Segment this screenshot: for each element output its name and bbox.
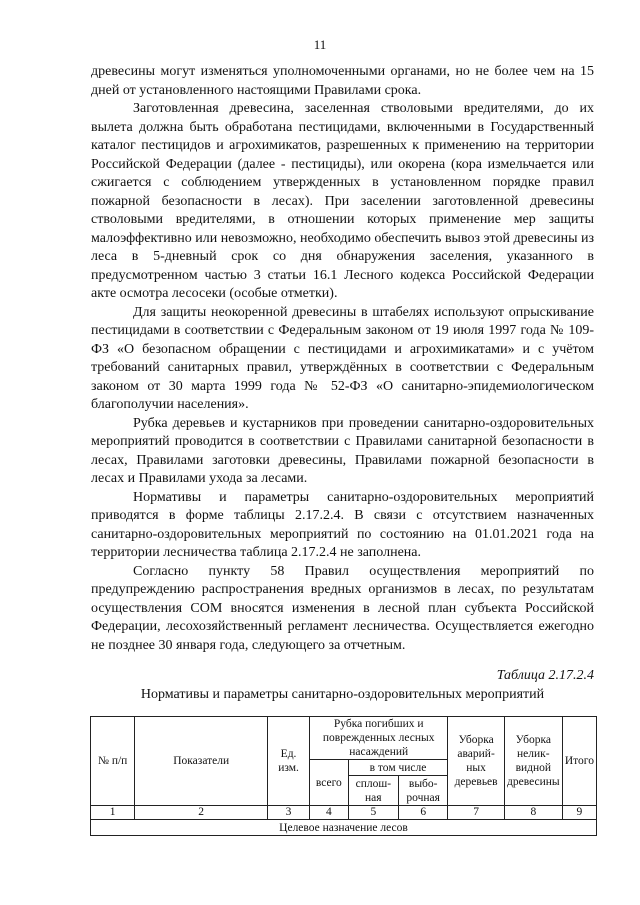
header-unit: Ед. изм.: [268, 717, 310, 806]
col-number: 5: [348, 806, 398, 820]
col-number: 2: [135, 806, 268, 820]
header-clear-cut: сплош-ная: [348, 776, 398, 806]
header-total: Итого: [562, 717, 596, 806]
header-num: № п/п: [91, 717, 135, 806]
paragraph-1: древесины могут изменяться уполномоченными органами, но не более чем на 15 дней от установленного настоящими Правилами срока.: [91, 64, 594, 98]
table-title: Нормативы и параметры санитарно-оздоровительных мероприятий: [140, 687, 545, 702]
header-including: в том числе: [348, 760, 448, 776]
paragraph-6: Согласно пункту 58 Правил осуществления мероприятий по предупреждению распространения вредных организмов в лесах, по результатам осуществления СОМ вносятся изменения в лесной план субъекта Российской Федерации, лесохозяйственный регламент лесничества. Осуществляется ежегодно не позднее 30 января года, следующего за отчетным.: [91, 563, 594, 653]
header-felling: Рубка погибших и поврежденных лесных насаждений: [310, 717, 448, 760]
paragraph-5: Нормативы и параметры санитарно-оздоровительных мероприятий приводятся в форме таблицы 2.17.2.4. В связи с отсутствием назначенных санитарно-оздоровительных мероприятий по состоянию на 01.01.2021 года на территории лесничества таблица 2.17.2.4 не заполнена.: [91, 489, 594, 560]
norms-table: [90, 716, 597, 836]
paragraph-2: Заготовленная древесина, заселенная стволовыми вредителями, до их вылета должна быть обработана пестицидами, включенными в Государственный каталог пестицидов и агрохимикатов, разрешенных к применению на территории Российской Федерации (далее - пестициды), или окорена (кора измельчается или сжигается с соблюдением утвержденных в установленном порядке правил пожарной безопасности в лесах). При заселении заготовленной древесины стволовыми вредителями, в отношении которых применение мер защиты малоэффективно или невозможно, необходимо обеспечить вывоз этой древесины из леса в 5-дневный срок со дня обнаружения заселения, указанного в предусмотренном частью 3 статьи 16.1 Лесного кодекса Российской Федерации акте осмотра лесосеки (особые отметки).: [91, 101, 594, 301]
col-number: 9: [562, 806, 596, 820]
column-number-row: [91, 806, 597, 820]
section-row-forest-purpose: Целевое назначение лесов: [91, 820, 597, 836]
header-felling-total: всего: [310, 760, 349, 806]
col-number: 7: [448, 806, 504, 820]
table-caption: Таблица 2.17.2.4: [496, 668, 594, 683]
paragraph-4: Рубка деревьев и кустарников при проведении санитарно-оздоровительных мероприятий проводится в соответствии с Правилами санитарной безопасности в лесах, Правилами заготовки древесины, Правилами пожарной безопасности в лесах и Правилами ухода за лесами.: [91, 415, 594, 486]
col-number: 1: [91, 806, 135, 820]
body-text: [91, 63, 594, 655]
col-number: 3: [268, 806, 310, 820]
col-number: 6: [399, 806, 448, 820]
col-number: 8: [504, 806, 562, 820]
col-number: 4: [310, 806, 349, 820]
page-number: 11: [313, 37, 327, 52]
header-selective-cut: выбо-рочная: [399, 776, 448, 806]
paragraph-3: Для защиты неокоренной древесины в штабелях используют опрыскивание пестицидами в соответствии с Федеральным законом от 19 июля 1997 года № 109-ФЗ «О безопасном обращении с пестицидами и агрохимикатами» и с учётом требований санитарных правил, утверждённых в соответствии с Федеральным законом от 30 марта 1999 года № 52-ФЗ «О санитарно-эпидемиологическом благополучии населения».: [91, 304, 594, 412]
header-emergency-trees: Уборка аварий-ных деревьев: [448, 717, 504, 806]
header-illiquid-wood: Уборка нелик-видной древесины: [504, 717, 562, 806]
header-indicators: Показатели: [135, 717, 268, 806]
